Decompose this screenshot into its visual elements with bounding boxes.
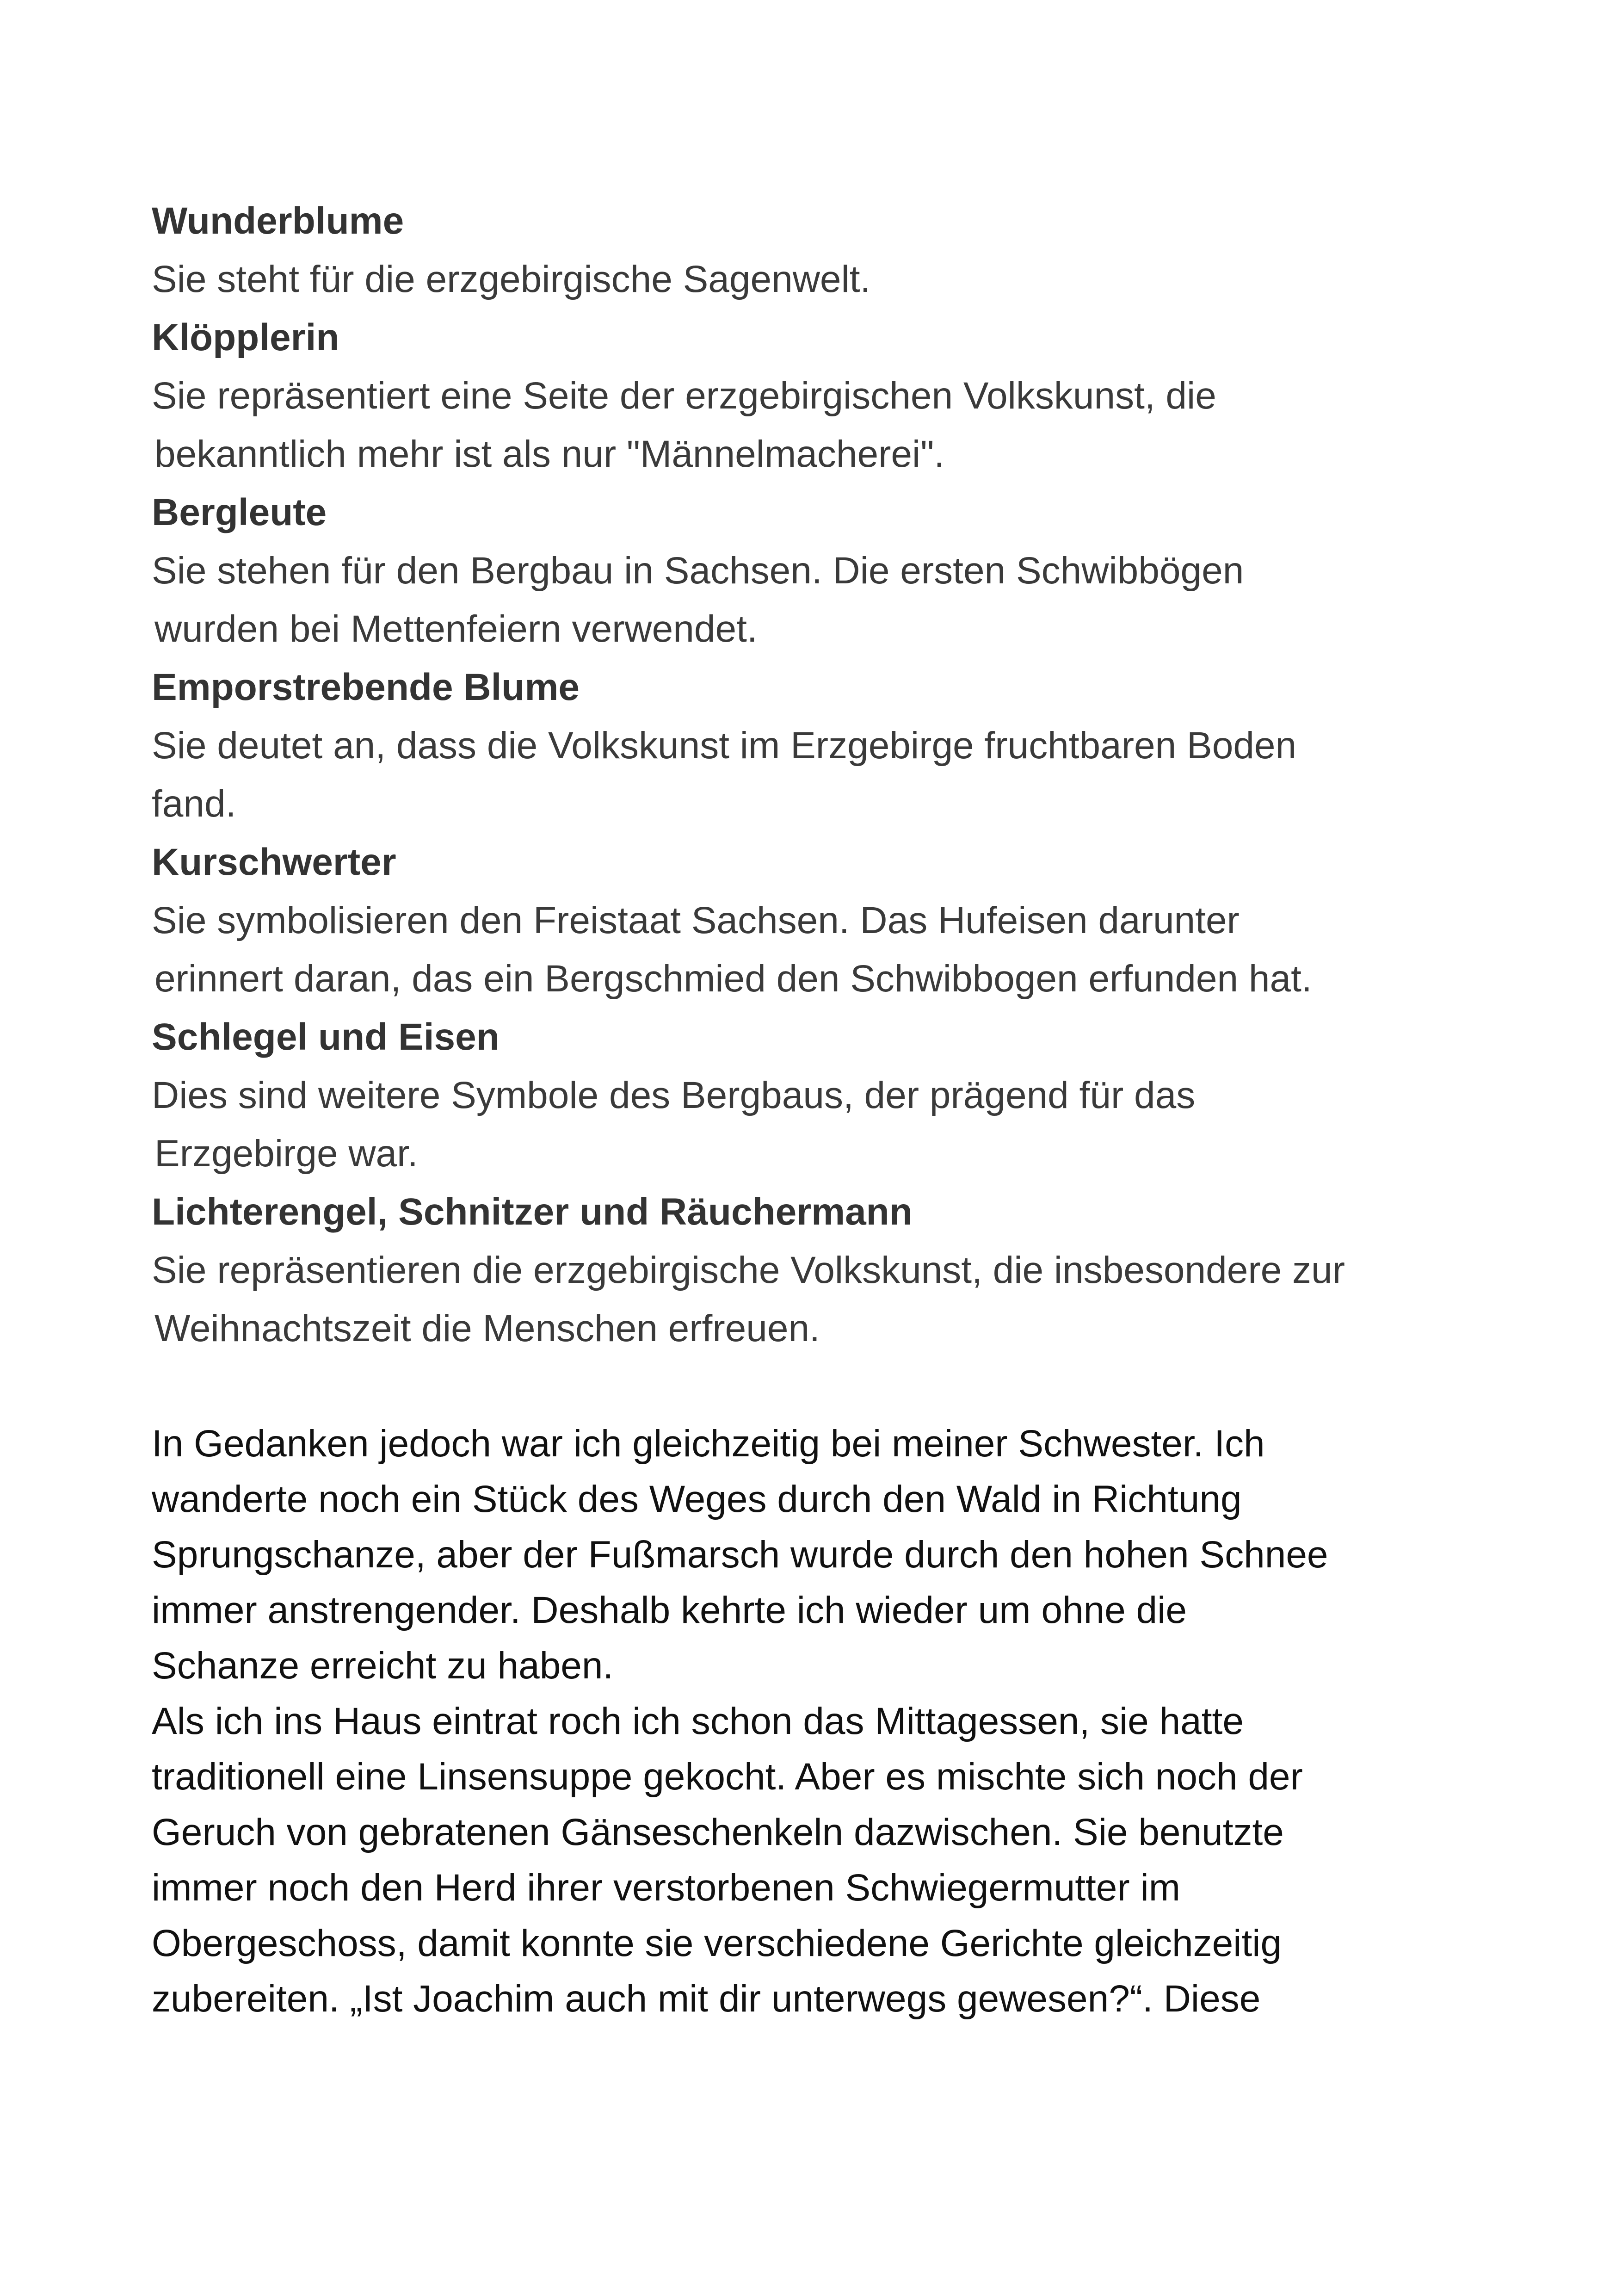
story-text: [152, 1416, 1493, 2027]
text-line: In Gedanken jedoch war ich gleichzeitig bei meiner Schwester. Ich: [152, 1423, 1265, 1465]
story-paragraph: [152, 1416, 1493, 1694]
symbol-description: [152, 542, 1493, 658]
text-line: wanderte noch ein Stück des Weges durch den Wald in Richtung: [152, 1478, 1242, 1520]
text-line: Geruch von gebratenen Gänseschenkeln dazwischen. Sie benutzte: [152, 1811, 1284, 1853]
text-line: fand.: [152, 783, 236, 825]
symbol-description: [152, 717, 1493, 833]
text-line: bekanntlich mehr ist als nur "Männelmacherei".: [154, 433, 945, 475]
symbol-entry-schlegel-und-eisen: [152, 1008, 1493, 1183]
text-line: Sie deutet an, dass die Volkskunst im Erzgebirge fruchtbaren Boden: [152, 724, 1297, 767]
text-line: erinnert daran, das ein Bergschmied den Schwibbogen erfunden hat.: [154, 958, 1312, 1000]
symbol-entry-wunderblume: [152, 192, 1493, 309]
text-line: wurden bei Mettenfeiern verwendet.: [154, 608, 758, 650]
text-line: Sie stehen für den Bergbau in Sachsen. Die ersten Schwibbögen: [152, 550, 1244, 592]
text-line: zubereiten. „Ist Joachim auch mit dir unterwegs gewesen?“. Diese: [152, 1978, 1261, 2020]
text-line: Weihnachtszeit die Menschen erfreuen.: [154, 1307, 820, 1349]
symbol-entry-emporstrebende-blume: [152, 658, 1493, 833]
symbol-list: [152, 192, 1493, 1358]
symbol-description: [152, 891, 1493, 1008]
symbol-heading: Emporstrebende Blume: [152, 666, 580, 708]
text-line: Schanze erreicht zu haben.: [152, 1645, 614, 1687]
symbol-description: [152, 250, 1493, 309]
symbol-heading: Lichterengel, Schnitzer und Räuchermann: [152, 1191, 913, 1233]
text-line: Sie symbolisieren den Freistaat Sachsen. Das Hufeisen darunter: [152, 899, 1240, 941]
text-line: Obergeschoss, damit konnte sie verschiedene Gerichte gleichzeitig: [152, 1922, 1282, 1964]
symbol-heading: Klöpplerin: [152, 316, 339, 359]
symbol-entry-bergleute: [152, 483, 1493, 658]
document-content: [152, 192, 1493, 2027]
symbol-entry-kloepplerin: [152, 309, 1493, 483]
text-line: Sie steht für die erzgebirgische Sagenwelt.: [152, 258, 871, 300]
symbol-heading: Schlegel und Eisen: [152, 1016, 500, 1058]
text-line: Dies sind weitere Symbole des Bergbaus, der prägend für das: [152, 1074, 1196, 1116]
symbol-description: [152, 367, 1493, 483]
symbol-description: [152, 1241, 1493, 1358]
text-line: Sprungschanze, aber der Fußmarsch wurde durch den hohen Schnee: [152, 1534, 1328, 1576]
text-line: immer anstrengender. Deshalb kehrte ich wieder um ohne die: [152, 1589, 1187, 1631]
text-line: immer noch den Herd ihrer verstorbenen Schwiegermutter im: [152, 1867, 1181, 1909]
text-line: traditionell eine Linsensuppe gekocht. Aber es mischte sich noch der: [152, 1756, 1303, 1798]
symbol-heading: Bergleute: [152, 491, 327, 533]
symbol-description: [152, 1066, 1493, 1183]
text-line: Sie repräsentieren die erzgebirgische Volkskunst, die insbesondere zur: [152, 1249, 1345, 1291]
story-paragraph: [152, 1694, 1493, 2027]
symbol-entry-lichterengel: [152, 1183, 1493, 1358]
text-line: Erzgebirge war.: [154, 1133, 418, 1175]
text-line: Als ich ins Haus eintrat roch ich schon das Mittagessen, sie hatte: [152, 1700, 1244, 1742]
text-line: Sie repräsentiert eine Seite der erzgebirgischen Volkskunst, die: [152, 375, 1216, 417]
symbol-entry-kurschwerter: [152, 833, 1493, 1008]
symbol-heading: Kurschwerter: [152, 841, 396, 883]
symbol-heading: Wunderblume: [152, 200, 404, 242]
